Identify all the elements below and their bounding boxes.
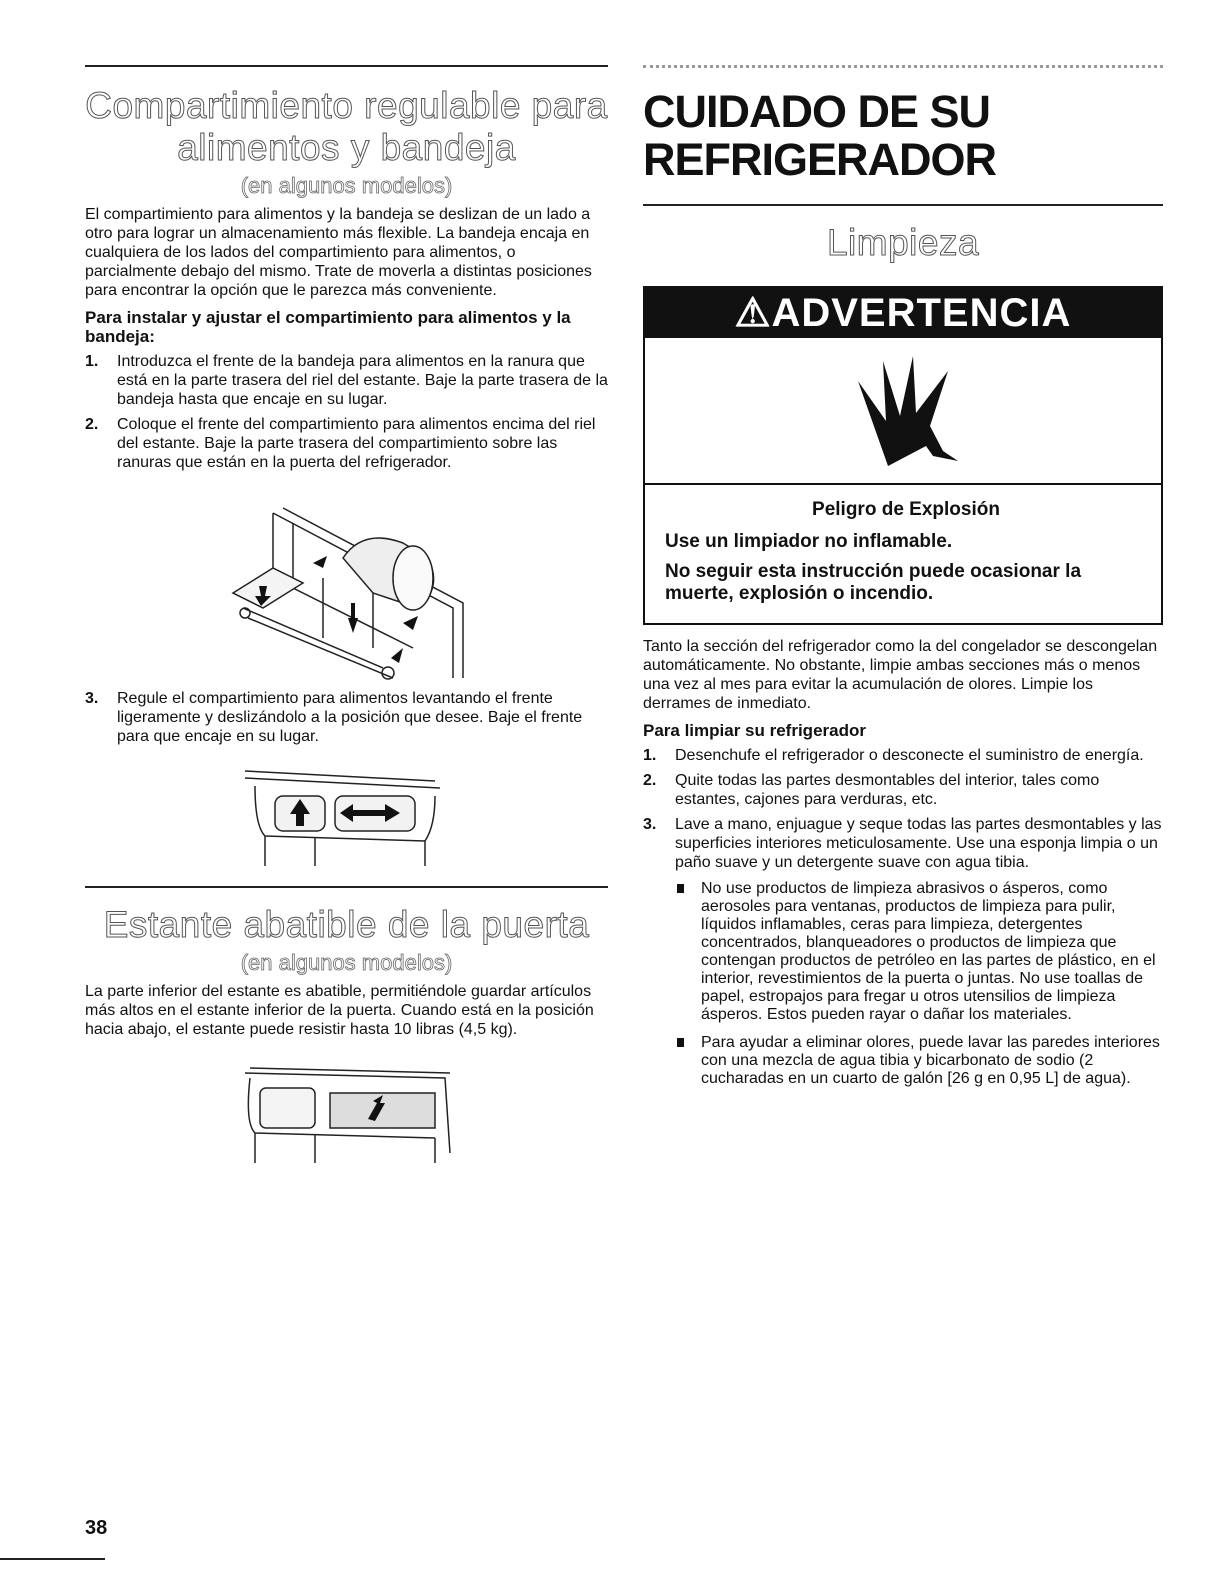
cleaning-bullets: [643, 880, 1163, 1088]
page-title: CUIDADO DE SU REFRIGERADOR: [643, 86, 997, 185]
install-heading: Para instalar y ajustar el compartimiento para alimentos y la bandeja:: [85, 308, 571, 346]
footer-rule: [0, 1558, 105, 1560]
warning-line: No seguir esta instrucción puede ocasionar la muerte, explosión o incendio.: [665, 561, 1082, 604]
warning-icon-area: [645, 338, 1161, 485]
left-column: [85, 65, 608, 1163]
door-shelf-illustration: [235, 1063, 608, 1163]
list-item: Para ayudar a eliminar olores, puede lavar las paredes interiores con una mezcla de agua tibia y bicarbonato de sodio (2 cucharadas en un cuarto de galón [26 g en 0,95 L] de agua).: [675, 1034, 1163, 1088]
warning-text: [645, 485, 1161, 623]
hazard-label: Peligro de Explosión: [812, 499, 1000, 520]
section-title-cleaning: Limpieza: [826, 222, 980, 263]
install-steps-continued: [85, 689, 608, 746]
warning-line: Use un limpiador no inflamable.: [665, 531, 953, 552]
cleaning-intro: Tanto la sección del refrigerador como la del congelador se descongelan automáticamente. No obstante, limpie ambas secciones más o menos una vez al mes para evitar la acumulación de olores. Limpie los derrames de inmediato.: [643, 638, 1158, 712]
list-item: 2. Quite todas las partes desmontables del interior, tales como estantes, cajones para verduras, etc.: [643, 772, 1100, 808]
section-title-line1: Compartimiento regulable para: [85, 85, 608, 126]
warning-box: [643, 286, 1163, 625]
warning-banner: ⚠ADVERTENCIA: [645, 288, 1161, 338]
list-item: 1. Introduzca el frente de la bandeja para alimentos en la ranura que está en la parte trasera del riel del estante. Baje la parte trasera de la bandeja hasta que encaje en su lugar.: [85, 353, 608, 408]
warning-triangle-icon: ⚠: [734, 291, 772, 335]
list-item: 1. Desenchufe el refrigerador o desconecte el suministro de energía.: [643, 747, 1144, 764]
food-bin-illustration: [213, 498, 608, 683]
door-shelf-paragraph: La parte inferior del estante es abatible, permitiéndole guardar artículos más altos en el estante inferior de la puerta. Cuando está en la posición hacia abajo, el estante puede resistir hasta 10 libras (4,5 kg).: [85, 983, 594, 1038]
bullet-icon: [677, 1038, 684, 1047]
section-title-door-shelf: Estante abatible de la puerta: [103, 904, 590, 945]
bullet-icon: [677, 884, 684, 893]
explosion-icon: [838, 351, 968, 471]
install-steps: [85, 352, 608, 472]
section-subtitle: (en algunos modelos): [240, 950, 453, 975]
intro-paragraph: El compartimiento para alimentos y la bandeja se deslizan de un lado a otro para lograr un almacenamiento más flexible. La bandeja encaja en cualquiera de los lados del compartimiento para alimentos, o parcialmente debajo del mismo. Trate de moverla a distintas posiciones para encontrar la opción que le parezca más conveniente.: [85, 206, 592, 299]
section-subtitle: (en algunos modelos): [240, 173, 453, 198]
adjust-bin-illustration: [235, 766, 608, 866]
page-number: 38: [85, 1517, 108, 1539]
clean-heading: Para limpiar su refrigerador: [643, 721, 866, 740]
cleaning-steps: [643, 746, 1163, 872]
right-column: [643, 65, 1163, 1098]
column-top-rule: [643, 65, 1163, 68]
section-title-food-bin: [85, 85, 608, 169]
list-item: 2. Coloque el frente del compartimiento para alimentos encima del riel del estante. Baje la parte trasera del compartimiento sobre las ranuras que están en la puerta del refrigerador.: [85, 416, 596, 471]
section-title-line2: alimentos y bandeja: [177, 127, 516, 168]
list-item: 3. Regule el compartimiento para alimentos levantando el frente ligeramente y deslizándolo a la posición que desee. Baje el frente para que encaje en su lugar.: [85, 690, 583, 745]
list-item: No use productos de limpieza abrasivos o ásperos, como aerosoles para ventanas, productos de limpieza para pulir, líquidos inflamables, ceras para limpieza, detergentes concentrados, blanqueadores o productos de limpieza que contengan productos de petróleo en las partes de plástico, en el interior, revestimientos de la puerta o juntas. No use toallas de papel, estropajos para fregar u otros utensilios de limpieza ásperos. Estos pueden rayar o dañar los materiales.: [675, 880, 1163, 1024]
list-item: 3. Lave a mano, enjuague y seque todas las partes desmontables y las superficies interiores meticulosamente. Use una esponja limpia o un paño suave y un detergente suave con agua tibia.: [643, 816, 1162, 871]
